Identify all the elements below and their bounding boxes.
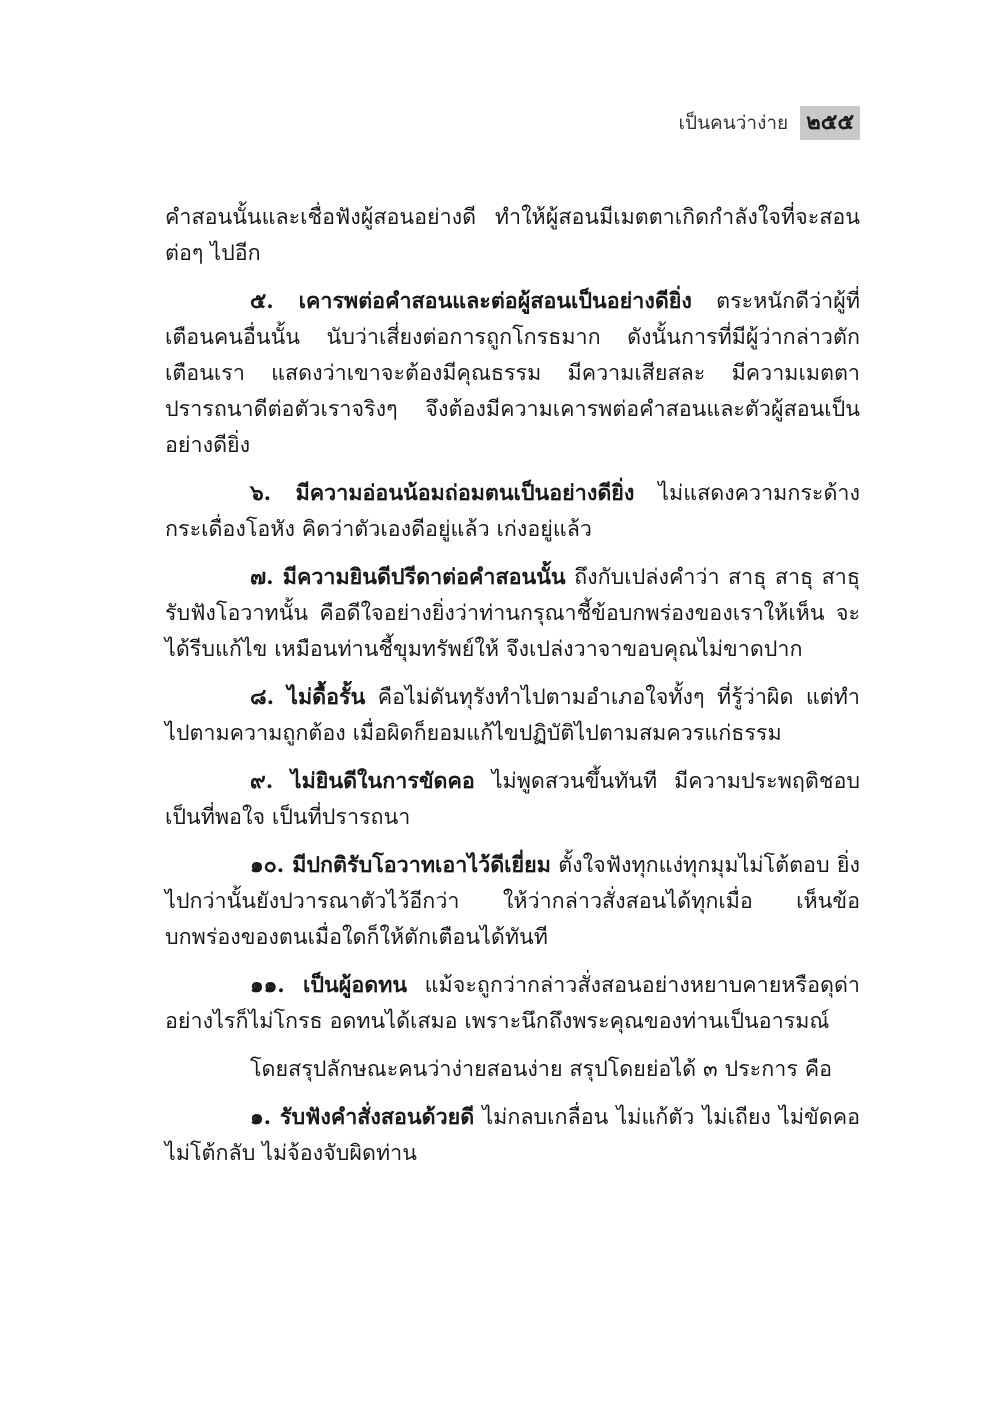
item-heading: ๑๑. เป็นผู้อดทน [250, 973, 408, 998]
item-heading: ๕. เคารพต่อคำสอนและต่อผู้สอนเป็นอย่างดียิ่ง [250, 289, 692, 314]
paragraph-text: คำสอนนั้นและเชื่อฟังผู้สอนอย่างดี ทำให้ผู้สอนมีเมตตาเกิดกำลังใจที่จะสอนต่อๆ ไปอีก [165, 205, 860, 266]
paragraph-summary [165, 1052, 860, 1088]
paragraph-summary-item-1 [165, 1100, 860, 1172]
paragraph-item-5 [165, 284, 860, 464]
paragraph-item-6 [165, 476, 860, 548]
paragraph-text: โดยสรุปลักษณะคนว่าง่ายสอนง่าย สรุปโดยย่อได้ ๓ ประการ คือ [250, 1057, 833, 1082]
paragraph-item-11 [165, 968, 860, 1040]
paragraph-text: ไม่กลบเกลื่อน ไม่แก้ตัว ไม่เถียง ไม่ขัดคอ ไม่โต้กลับ ไม่จ้องจับผิดท่าน [165, 1105, 860, 1166]
paragraph-text: ถึงกับเปล่งคำว่า สาธุ สาธุ สาธุ รับฟังโอวาทนั้น คือดีใจอย่างยิ่งว่าท่านกรุณาชี้ข้อบกพร่องของเราให้เห็น จะได้รีบแก้ไข เหมือนท่านชี้ขุมทรัพย์ให้ จึงเปล่งวาจาขอบคุณไม่ขาดปาก [165, 565, 860, 662]
paragraph-text: ไม่แสดงความกระด้างกระเดื่องโอหัง คิดว่าตัวเองดีอยู่แล้ว เก่งอยู่แล้ว [165, 481, 860, 542]
paragraph-item-7 [165, 560, 860, 668]
item-heading: ๗. มีความยินดีปรีดาต่อคำสอนนั้น [250, 565, 566, 590]
running-head [679, 106, 860, 140]
paragraph-continuation [165, 200, 860, 272]
paragraph-text: คือไม่ดันทุรังทำไปตามอำเภอใจทั้งๆ ที่รู้ว่าผิด แต่ทำไปตามความถูกต้อง เมื่อผิดก็ยอมแก้ไขปฏิบัติไปตามสมควรแก่ธรรม [165, 685, 860, 746]
item-heading: ๘. ไม่ดื้อรั้น [250, 685, 366, 710]
running-title: เป็นคนว่าง่าย [678, 112, 789, 134]
item-heading: ๑๐. มีปกติรับโอวาทเอาไว้ดีเยี่ยม [250, 853, 551, 878]
page-number: ๒๕๕ [800, 106, 860, 140]
paragraph-item-8 [165, 680, 860, 752]
item-heading: ๑. รับฟังคำสั่งสอนด้วยดี [250, 1105, 475, 1130]
paragraph-text: ตั้งใจฟังทุกแง่ทุกมุมไม่โต้ตอบ ยิ่งไปกว่านั้นยังปวารณาตัวไว้อีกว่า ให้ว่ากล่าวสั่งสอนได้ทุกเมื่อ เห็นข้อบกพร่องของตนเมื่อใดก็ให้ตักเตือนได้ทันที [165, 853, 861, 950]
paragraph-text: แม้จะถูกว่ากล่าวสั่งสอนอย่างหยาบคายหรือดุด่าอย่างไรก็ไม่โกรธ อดทนได้เสมอ เพราะนึกถึงพระคุณของท่านเป็นอารมณ์ [165, 973, 860, 1034]
paragraph-text: ไม่พูดสวนขึ้นทันที มีความประพฤติชอบเป็นที่พอใจ เป็นที่ปรารถนา [165, 769, 861, 830]
paragraph-item-10 [165, 848, 860, 956]
item-heading: ๖. มีความอ่อนน้อมถ่อมตนเป็นอย่างดียิ่ง [250, 481, 635, 506]
paragraph-text: ตระหนักดีว่าผู้ที่เตือนคนอื่นนั้น นับว่าเสี่ยงต่อการถูกโกรธมาก ดังนั้นการที่มีผู้ว่ากล่าวตักเตือนเรา แสดงว่าเขาจะต้องมีคุณธรรม มีความเสียสละ มีความเมตตาปรารถนาดีต่อตัวเราจริงๆ จึงต้องมีความเคารพต่อคำสอนและตัวผู้สอนเป็นอย่างดียิ่ง [165, 289, 860, 458]
item-heading: ๙. ไม่ยินดีในการขัดคอ [250, 769, 475, 794]
paragraph-item-9 [165, 764, 860, 836]
body-text [165, 200, 860, 1184]
